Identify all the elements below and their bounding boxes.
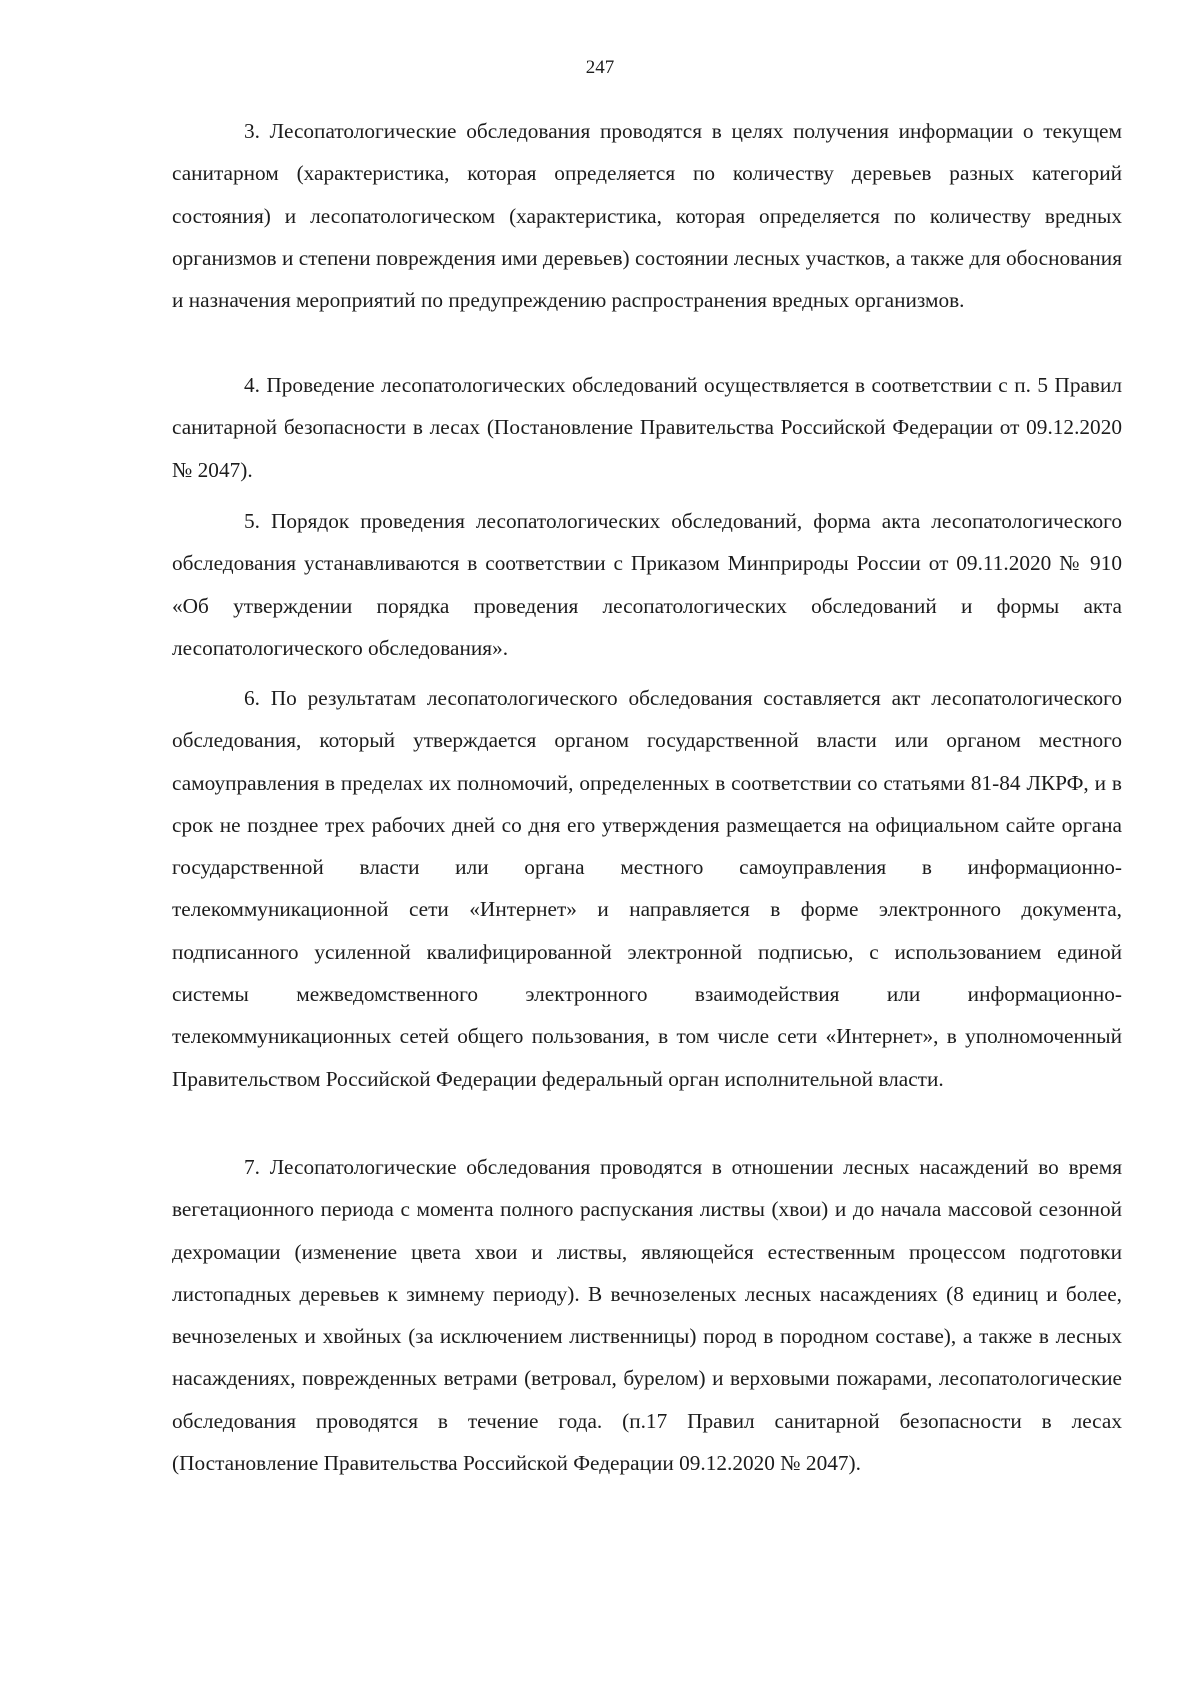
paragraph-6-block (172, 677, 1122, 1100)
paragraph-3: 3. Лесопатологические обследования проводятся в целях получения информации о текущем санитарном (характеристика, которая определяется по количеству деревьев разных категорий состояния) и лесопатологическом (характеристика, которая определяется по количеству вредных организмов и степени повреждения ими деревьев) состоянии лесных участков, а также для обоснования и назначения мероприятий по предупреждению распространения вредных организмов. (172, 119, 1122, 313)
paragraph-5-block (172, 500, 1122, 669)
paragraph-4: 4. Проведение лесопатологических обследований осуществляется в соответствии с п. 5 Правил санитарной безопасности в лесах (Постановление Правительства Российской Федерации от 09.12.2020 № 2047). (172, 373, 1122, 482)
paragraph-6: 6. По результатам лесопатологического обследования составляется акт лесопатологического обследования, который утверждается органом государственной власти или органом местного самоуправления в пределах их полномочий, определенных в соответствии со статьями 81-84 ЛКРФ, и в срок не позднее трех рабочих дней со дня его утверждения размещается на официальном сайте органа государственной власти или органа местного самоуправления в информационно-телекоммуникационной сети «Интернет» и направляется в форме электронного документа, подписанного усиленной квалифицированной электронной подписью, с использованием единой системы межведомственного электронного взаимодействия или информационно-телекоммуникационных сетей общего пользования, в том числе сети «Интернет», в уполномоченный Правительством Российской Федерации федеральный орган исполнительной власти. (172, 686, 1122, 1091)
paragraph-5: 5. Порядок проведения лесопатологических обследований, форма акта лесопатологического обследования устанавливаются в соответствии с Приказом Минприроды России от 09.11.2020 № 910 «Об утверждении порядка проведения лесопатологических обследований и формы акта лесопатологического обследования». (172, 509, 1122, 660)
paragraph-3-block (172, 110, 1122, 321)
paragraph-4-block (172, 364, 1122, 491)
page-number: 247 (585, 57, 615, 78)
paragraph-7-block (172, 1146, 1122, 1484)
paragraph-7: 7. Лесопатологические обследования проводятся в отношении лесных насаждений во время вегетационного периода с момента полного распускания листвы (хвои) и до начала массовой сезонной дехромации (изменение цвета хвои и листвы, являющейся естественным процессом подготовки листопадных деревьев к зимнему периоду). В вечнозеленых лесных насаждениях (8 единиц и более, вечнозеленых и хвойных (за исключением лиственницы) пород в породном составе), а также в лесных насаждениях, поврежденных ветрами (ветровал, бурелом) и верховыми пожарами, лесопатологические обследования проводятся в течение года. (п.17 Правил санитарной безопасности в лесах (Постановление Правительства Российской Федерации 09.12.2020 № 2047). (172, 1155, 1122, 1476)
